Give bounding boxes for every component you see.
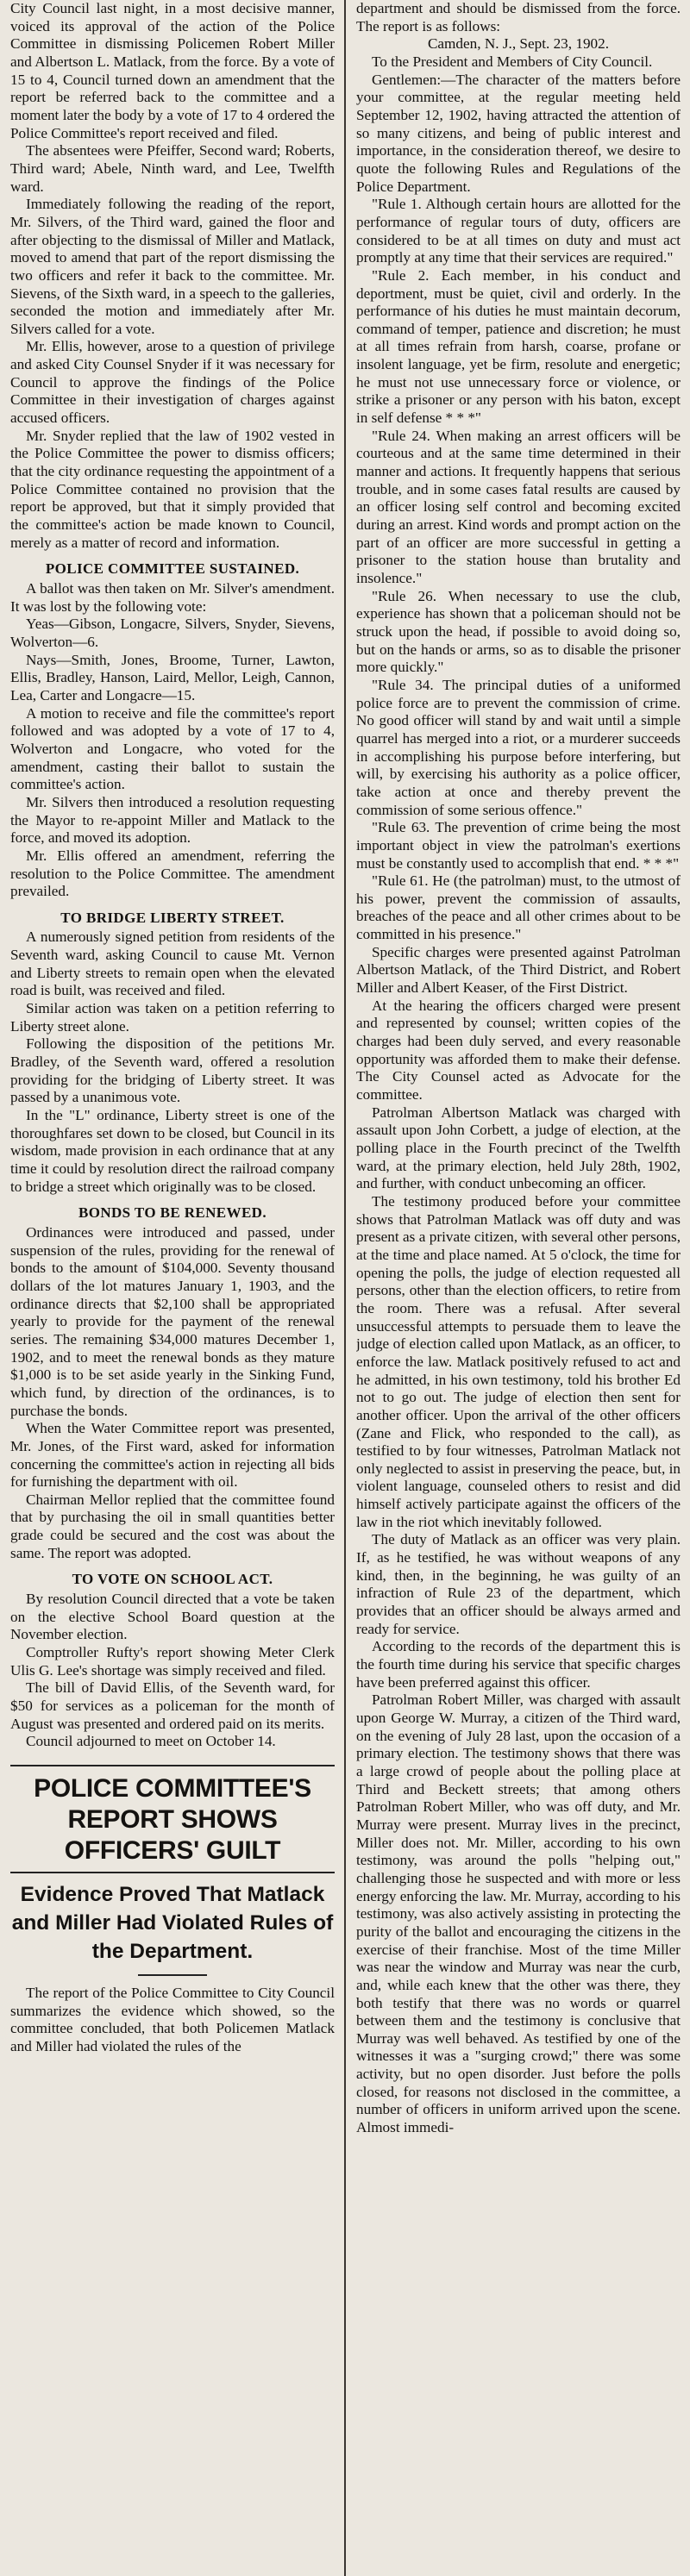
left-column [10, 0, 335, 2576]
paragraph: "Rule 61. He (the patrolman) must, to the utmost of his power, prevent the commission of assaults, breaches of the peace and all other crimes about to be committed in his presence." [356, 872, 681, 943]
column-rule [344, 0, 346, 2576]
paragraph: Yeas—Gibson, Longacre, Silvers, Snyder, Sievens, Wolverton—6. [10, 616, 335, 650]
paragraph: By resolution Council directed that a vote be taken on the elective School Board question at the November election. [10, 1591, 335, 1643]
paragraph: The duty of Matlack as an officer was very plain. If, as he testified, he was without weapons of any kind, then, in the beginning, he was guilty of an infraction of Rule 23 of the department, which provides that an officer should be always armed and ready for service. [356, 1531, 681, 1637]
paragraph: "Rule 34. The principal duties of a uniformed police force are to prevent the commission of crime. No good officer will stand by and wait until a simple quarrel has merged into a riot, or a murderer succeeds in accomplishing his purpose before interfering, but will, by exercising his authority as a police officer, take action at once and thereby prevent the commission of some serious offence." [356, 676, 681, 818]
paragraph: City Council last night, in a most decisive manner, voiced its approval of the action of the Police Committee in dismissing Policemen Robert Miller and Albertson L. Matlack, from the force. By a vote of 15 to 4, Council turned down an amendment that the report be referred back to the committee and a moment later the body by a vote of 17 to 4 ordered the Police Committee's report received and filed. [10, 0, 335, 141]
article-headline: POLICE COMMITTEE'S REPORT SHOWS OFFICERS' GUILT [34, 1774, 311, 1865]
divider [138, 1974, 207, 1976]
paragraph: department and should be dismissed from the force. The report is as follows: [356, 0, 681, 34]
article-deck: Evidence Proved That Matlack and Miller Had Violated Rules of the Department. [11, 1883, 334, 1963]
subheading-committee-sustained: POLICE COMMITTEE SUSTAINED. [45, 560, 300, 578]
headline-box [10, 1765, 335, 1873]
paragraph: A motion to receive and file the committee's report followed and was adopted by a vote of 17 to 4, Wolverton and Longacre, who voted for the amendment, casting their ballot to sustain the committee's action. [10, 704, 335, 793]
paragraph: Chairman Mellor replied that the committee found that by purchasing the oil in small quantities better grade could be secured and the cost was about the same. The report was adopted. [10, 1491, 335, 1561]
paragraph: According to the records of the department this is the fourth time during his service that specific charges have been preferred against this officer. [356, 1638, 681, 1691]
right-column [356, 0, 681, 2576]
paragraph: Mr. Ellis offered an amendment, referring the resolution to the Police Committee. The amendment prevailed. [10, 847, 335, 900]
paragraph: A ballot was then taken on Mr. Silver's amendment. It was lost by the following vote: [10, 580, 335, 615]
paragraph: Mr. Silvers then introduced a resolution requesting the Mayor to re-appoint Miller and Matlack to the force, and moved its adoption. [10, 793, 335, 847]
paragraph: Ordinances were introduced and passed, under suspension of the rules, providing for the renewal of bonds to the amount of $104,000. Seventy thousand dollars of the lot matures January 1, 1903, and the ordinance directs that $2,100 shall be appropriated yearly to provide for the payment of the renewal series. The remaining $34,000 matures December 1, 1902, and to meet the renewal bonds as they mature $1,000 is to be set aside yearly in the Sinking Fund, which fund, by direction of the ordinances, is to purchase the bonds. [10, 1223, 335, 1419]
paragraph: Gentlemen:—The character of the matters before your committee, at the regular meeting held September 12, 1902, having attracted the attention of so many citizens, and being of public interest and importance, in the consideration thereof, we desire to quote the following Rules and Regulations of the Police Department. [356, 71, 681, 195]
paragraph: Immediately following the reading of the report, Mr. Silvers, of the Third ward, gained the floor and after objecting to the dismissal of Miller and Matlack, moved to amend that part of the report dismissing the two officers and refer it back to the committee. Mr. Sievens, of the Sixth ward, in a speech to the galleries, seconded the motion and immediately after Mr. Silvers called for a vote. [10, 196, 335, 337]
paragraph: "Rule 63. The prevention of crime being the most important object in view the patrolman's exertions must be constantly used to accomplish that end. * * *" [356, 819, 681, 872]
subheading-bridge-liberty-street: TO BRIDGE LIBERTY STREET. [60, 909, 285, 926]
paragraph: "Rule 24. When making an arrest officers will be courteous and at the same time determined in their manner and actions. It frequently happens that serious trouble, and in some cases fatal results are caused by an officer losing self control and becoming excited during an arrest. Kind words and prompt action on the part of an officer are more successful in getting a prisoner to the station house than brutality and insolence." [356, 427, 681, 586]
paragraph: Similar action was taken on a petition referring to Liberty street alone. [10, 1000, 335, 1035]
paragraph: A numerously signed petition from residents of the Seventh ward, asking Council to cause Mt. Vernon and Liberty streets to remain open when the elevated road is built, was received and filed. [10, 928, 335, 999]
paragraph: "Rule 2. Each member, in his conduct and deportment, must be quiet, civil and orderly. In the performance of his duties he must maintain decorum, command of temper, patience and discretion; he must at all times refrain from harsh, coarse, profane or insolent language, yet be firm, resolute and energetic; he must not use unnecessary force or violence, or strike a prisoner or any person with his baton, except in self defense * * *" [356, 266, 681, 427]
paragraph: When the Water Committee report was presented, Mr. Jones, of the First ward, asked for information concerning the committee's action in rejecting all bids for furnishing the department with oil. [10, 1420, 335, 1491]
paragraph: The absentees were Pfeiffer, Second ward; Roberts, Third ward; Abele, Ninth ward, and Lee, Twelfth ward. [10, 142, 335, 195]
subheading-bonds-renewed: BONDS TO BE RENEWED. [78, 1204, 267, 1222]
address: To the President and Members of City Council. [372, 53, 653, 70]
paragraph: Patrolman Albertson Matlack was charged with assault upon John Corbett, a judge of election, at the polling place in the Fourth precinct of the Twelfth ward, at the primary election, held July 28th, 1902, and further, with conduct unbecoming an officer. [356, 1104, 681, 1192]
dateline: Camden, N. J., Sept. 23, 1902. [427, 35, 610, 53]
paragraph: Mr. Ellis, however, arose to a question of privilege and asked City Counsel Snyder if it was necessary for Council to approve the findings of the Police Committee in their investigation of charges against accused officers. [10, 338, 335, 427]
paragraph: The testimony produced before your committee shows that Patrolman Matlack was off duty and was present as a private citizen, with several other persons, at the time and place named. At 5 o'clock, the time for opening the polls, the judge of election requested all persons, other than the election officers, to retire from the room. There was a refusal. After several unsuccessful attempts to persuade them to leave the judge of election called upon Matlack, as an officer, to enforce the law. Matlack positively refused to act and he admitted, in his own testimony, told his brother Ed not to go out. The judge of election then sent for another officer. Upon the arrival of the other officers (Zane and Flick, who responded to the call), as testified to by four witnesses, Patrolman Matlack not only neglected to assist in preserving the peace, but, in violent language, counseled others to resist and did himself actively participate against the officers of the law in the riot which inevitably followed. [356, 1192, 681, 1530]
paragraph: Council adjourned to meet on October 14. [26, 1733, 276, 1750]
paragraph: In the "L" ordinance, Liberty street is one of the thoroughfares set down to be closed, but Council in its wisdom, made provision in each ordinance that at any time it could by resolution direct the railroad company to bridge a street which originally was to be closed. [10, 1107, 335, 1195]
paragraph: Specific charges were presented against Patrolman Albertson Matlack, of the Third District, and Robert Miller and Albert Keaser, of the First District. [356, 943, 681, 997]
paragraph: The bill of David Ellis, of the Seventh ward, for $50 for services as a policeman for the month of August was presented and ordered paid on its merits. [10, 1679, 335, 1732]
paragraph: "Rule 1. Although certain hours are allotted for the performance of regular tours of duty, officers are considered to be at all times on duty and must act promptly at any time that their services are required." [356, 196, 681, 266]
paragraph: At the hearing the officers charged were present and represented by counsel; written copies of the charges had been duly served, and every reasonable opportunity was afforded them to make their defense. The City Counsel acted as Advocate for the committee. [356, 997, 681, 1104]
subheading-school-act: TO VOTE ON SCHOOL ACT. [72, 1571, 273, 1588]
paragraph: Patrolman Robert Miller, was charged with assault upon George W. Murray, a citizen of the Third ward, on the evening of July 28 last, upon the occasion of a primary election. The testimony shows that there was a large crowd of people about the polling place at Third and Beckett streets; that among others Patrolman Robert Miller, who was off duty, and Mr. Murray were present. Murray lives in the precinct, Miller does not. Mr. Miller, according to his own testimony, was around the polls "helping out," challenging those he suspected and with more or less energy enforcing the law. Mr. Murray, according to his testimony, was also actively assisting in protecting the purity of the ballot and encouraging the citizens in the exercise of their franchise. Most of the time Miller was near the window and Murray was near the curb, and, while each knew that the other was there, they both testify that there was no words or quarrel between them and the testimony is conclusive that Murray was well behaved. As testified by one of the witnesses it was a "surging crowd;" there was some activity, but no open disorder. Just before the polls closed, for reasons not disclosed in the committee, a number of officers in uniform arrived upon the scene. Almost immedi- [356, 1691, 681, 2136]
paragraph: Following the disposition of the petitions Mr. Bradley, of the Seventh ward, offered a resolution providing for the bridging of Liberty street. It was passed by a unanimous vote. [10, 1035, 335, 1106]
paragraph: Comptroller Rufty's report showing Meter Clerk Ulis G. Lee's shortage was simply received and filed. [10, 1644, 335, 1679]
paragraph: Mr. Snyder replied that the law of 1902 vested in the Police Committee the power to dismiss officers; that the city ordinance requesting the appointment of a Police Committee contained no provision that the report be approved, but that it simply provided that the committee's action be made known to Council, merely as a matter of record and information. [10, 427, 335, 551]
paragraph: "Rule 26. When necessary to use the club, experience has shown that a policeman should not be struck upon the head, if possible to avoid doing so, but on the hands or arms, so as to disable the prisoner more quickly." [356, 587, 681, 676]
paragraph: Nays—Smith, Jones, Broome, Turner, Lawton, Ellis, Bradley, Hanson, Laird, Mellor, Leigh, Cannon, Lea, Carter and Longacre—15. [10, 651, 335, 703]
paragraph: The report of the Police Committee to City Council summarizes the evidence which showed, so the committee concluded, that both Policemen Matlack and Miller had violated the rules of the [10, 1985, 335, 2054]
